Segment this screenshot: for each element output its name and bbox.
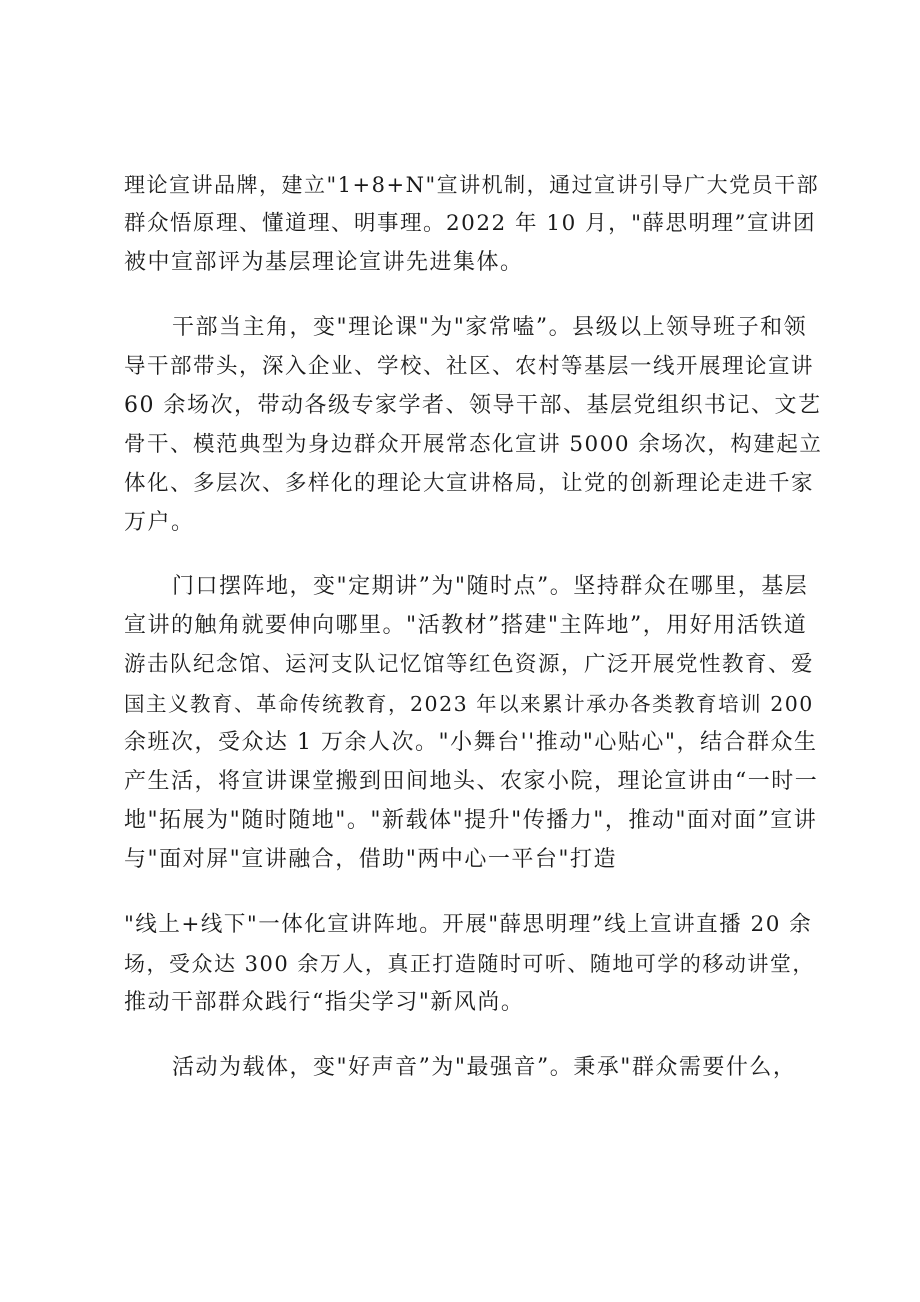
paragraph-line: 骨干、模范典型为身边群众开展常态化宣讲 5000 余场次，构建起立 bbox=[124, 432, 823, 457]
paragraph-line: 游击队纪念馆、运河支队记忆馆等红色资源，广泛开展党性教育、爱 bbox=[124, 652, 815, 677]
paragraph-line: 60 余场次，带动各级专家学者、领导干部、基层党组织书记、文艺 bbox=[124, 393, 822, 418]
paragraph-line: 理论宣讲品牌，建立"1+8+N"宣讲机制，通过宣讲引导广大党员干部 bbox=[124, 173, 820, 197]
paragraph-line: 地"拓展为"随时随地"。"新载体"提升"传播力"，推动"面对面”宣讲 bbox=[124, 808, 818, 833]
paragraph-line: 干部当主角，变"理论课"为"家常嗑”。县级以上领导班子和领 bbox=[172, 315, 808, 340]
paragraph-line: 宣讲的触角就要伸向哪里。"活教材”搭建"主阵地”，用好用活铁道 bbox=[124, 613, 808, 638]
paragraph-line: 门口摆阵地，变"定期讲”为"随时点”。坚持群众在哪里，基层 bbox=[172, 574, 809, 599]
paragraph-line: 导干部带头，深入企业、学校、社区、农村等基层一线开展理论宣讲 bbox=[124, 354, 815, 379]
paragraph-line: 余班次，受众达 1 万余人次。"小舞台''推动"心贴心"，结合群众生 bbox=[124, 730, 818, 755]
paragraph-line: 万户。 bbox=[124, 510, 195, 535]
paragraph-line: 活动为载体，变"好声音”为"最强音”。秉承"群众需要什么， bbox=[172, 1055, 797, 1080]
paragraph-line: 与"面对屏"宣讲融合，借助"两中心一平台"打造 bbox=[124, 847, 617, 872]
paragraph-line: 推动干部群众践行“指尖学习"新风尚。 bbox=[124, 990, 525, 1015]
paragraph-line: 被中宣部评为基层理论宣讲先进集体。 bbox=[124, 250, 524, 275]
paragraph-line: 体化、多层次、多样化的理论大宣讲格局，让党的创新理论走进千家 bbox=[124, 471, 815, 496]
paragraph-line: 群众悟原理、懂道理、明事理。2022 年 10 月，"薛思明理”宣讲团 bbox=[124, 211, 816, 236]
paragraph-line: "线上+线下"一体化宣讲阵地。开展"薛思明理”线上宣讲直播 20 余 bbox=[124, 912, 813, 937]
paragraph-line: 国主义教育、革命传统教育，2023 年以来累计承办各类教育培训 200 bbox=[124, 692, 814, 716]
paragraph-line: 产生活，将宣讲课堂搬到田间地头、农家小院，理论宣讲由“一时一 bbox=[124, 769, 819, 794]
paragraph-line: 场，受众达 300 余万人，真正打造随时可听、随地可学的移动讲堂， bbox=[124, 952, 815, 976]
